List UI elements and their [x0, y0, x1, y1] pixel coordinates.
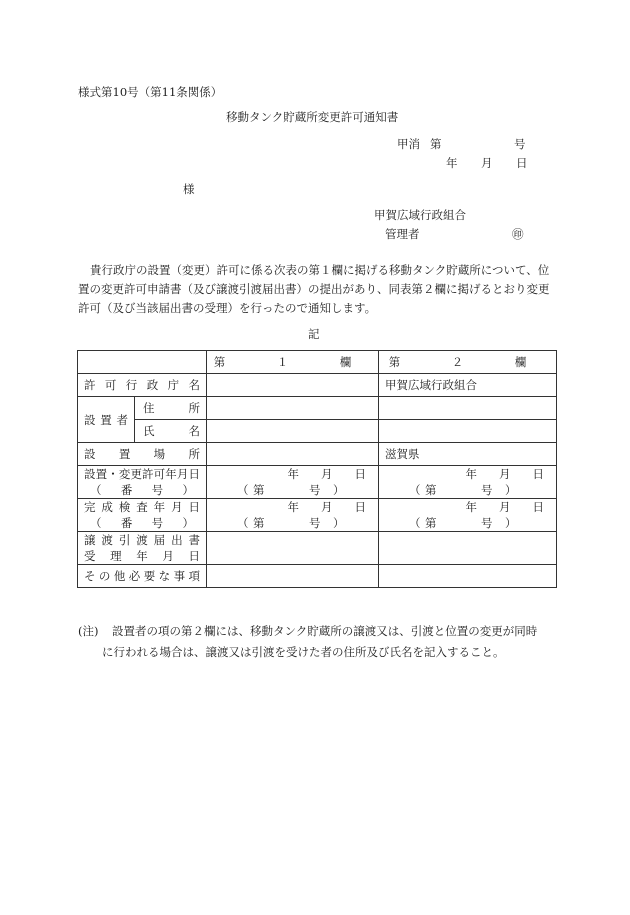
note-line2: に行われる場合は、譲渡又は引渡を受けた者の住所及び氏名を記入すること。 [102, 645, 505, 659]
number-line [213, 482, 372, 498]
note-marker: (注) [78, 624, 99, 638]
day-mark: 日 [532, 467, 544, 481]
document-number-prefix: 甲消 [397, 137, 420, 151]
other-col1-cell [207, 565, 379, 588]
location-label: 設置場所 [78, 443, 207, 466]
dai-mark: 第 [425, 516, 437, 530]
inspection-date-col1-cell [207, 499, 379, 532]
authority-col2-cell: 甲賀広域行政組合 [379, 374, 557, 397]
dai-mark: 第 [253, 516, 265, 530]
transfer-col1-cell [207, 532, 379, 565]
ki-label: 記 [308, 327, 320, 341]
form-number: 様式第10号（第11条関係） [78, 85, 223, 99]
installer-label: 設置者 [78, 397, 135, 443]
date-line [213, 466, 372, 482]
go-mark: 号 [481, 516, 493, 530]
year-mark: 年 [287, 500, 299, 514]
issue-date-day: 日 [516, 156, 528, 170]
table-row [78, 565, 557, 588]
table-row [78, 443, 557, 466]
month-mark: 月 [499, 467, 511, 481]
body-text: 貴行政庁の設置（変更）許可に係る次表の第１欄に掲げる移動タンク貯蔵所について、位置の変更許可申請書（及び譲渡引渡届出書）の提出があり、同表第２欄に掲げるとおり変更許可（及び当該届出書の受理）を行ったので通知します。 [78, 263, 550, 315]
details-table [77, 350, 557, 588]
inspection-date-col2-cell [379, 499, 557, 532]
open-paren: （ [409, 483, 421, 497]
table-row [78, 420, 557, 443]
column2-header: 第 ２ 欄 [379, 351, 557, 374]
day-mark: 日 [354, 467, 366, 481]
go-mark: 号 [309, 516, 321, 530]
inspection-date-label [78, 499, 207, 532]
document-number-dai: 第 [430, 137, 442, 151]
document-number-go: 号 [514, 137, 526, 151]
name-col1-cell [207, 420, 379, 443]
year-mark: 年 [287, 467, 299, 481]
open-paren: （ [409, 516, 421, 530]
close-paren: ） [505, 483, 517, 497]
note-line1: 設置者の項の第２欄には、移動タンク貯蔵所の譲渡又は、引渡と位置の変更が同時 [112, 624, 538, 638]
location-col2-cell: 滋賀県 [379, 443, 557, 466]
location-col1-cell [207, 443, 379, 466]
addressee-suffix: 様 [183, 182, 195, 196]
day-mark: 日 [532, 500, 544, 514]
year-mark: 年 [465, 467, 477, 481]
date-line [385, 466, 550, 482]
permit-date-col1-cell [207, 466, 379, 499]
name-label: 氏名 [135, 420, 207, 443]
other-col2-cell [379, 565, 557, 588]
transfer-col2-cell [379, 532, 557, 565]
issuer-organization: 甲賀広域行政組合 [374, 208, 466, 222]
authority-label: 許可行政庁名 [78, 374, 207, 397]
transfer-label-line2: 受理年月日 [84, 549, 200, 563]
date-line [385, 499, 550, 515]
number-line [385, 482, 550, 498]
dai-mark: 第 [253, 483, 265, 497]
address-col1-cell [207, 397, 379, 420]
close-paren: ） [333, 516, 345, 530]
number-line [385, 515, 550, 531]
permit-date-col2-cell [379, 466, 557, 499]
table-row [78, 397, 557, 420]
other-label: その他必要な事項 [78, 565, 207, 588]
table-row [78, 499, 557, 532]
table-row [78, 374, 557, 397]
permit-date-label-line1: 設置・変更許可年月日 [84, 467, 200, 481]
day-mark: 日 [354, 500, 366, 514]
transfer-label-line1: 譲渡引渡届出書 [84, 533, 200, 547]
address-col2-cell [379, 397, 557, 420]
month-mark: 月 [321, 500, 333, 514]
authority-col1-cell [207, 374, 379, 397]
dai-mark: 第 [425, 483, 437, 497]
open-paren: （ [237, 483, 249, 497]
month-mark: 月 [321, 467, 333, 481]
issue-date-year: 年 [446, 156, 458, 170]
month-mark: 月 [499, 500, 511, 514]
close-paren: ） [333, 483, 345, 497]
permit-date-label [78, 466, 207, 499]
go-mark: 号 [309, 483, 321, 497]
table-header-row [78, 351, 557, 374]
date-line [213, 499, 372, 515]
close-paren: ） [505, 516, 517, 530]
name-col2-cell [379, 420, 557, 443]
inspection-date-label-line2: （番号） [90, 516, 194, 530]
issuer-title: 管理者 [385, 227, 420, 241]
table-row [78, 532, 557, 565]
table-row [78, 466, 557, 499]
column1-header: 第 １ 欄 [207, 351, 379, 374]
header-blank-cell [78, 351, 207, 374]
transfer-label [78, 532, 207, 565]
footnote [78, 621, 558, 663]
inspection-date-label-line1: 完成検査年月日 [84, 500, 200, 514]
go-mark: 号 [481, 483, 493, 497]
number-line [213, 515, 372, 531]
issue-date-month: 月 [481, 156, 493, 170]
seal-mark: ㊞ [512, 227, 524, 241]
address-label: 住所 [135, 397, 207, 420]
open-paren: （ [237, 516, 249, 530]
permit-date-label-line2: （番号） [90, 483, 194, 497]
year-mark: 年 [465, 500, 477, 514]
document-title: 移動タンク貯蔵所変更許可通知書 [226, 110, 399, 124]
